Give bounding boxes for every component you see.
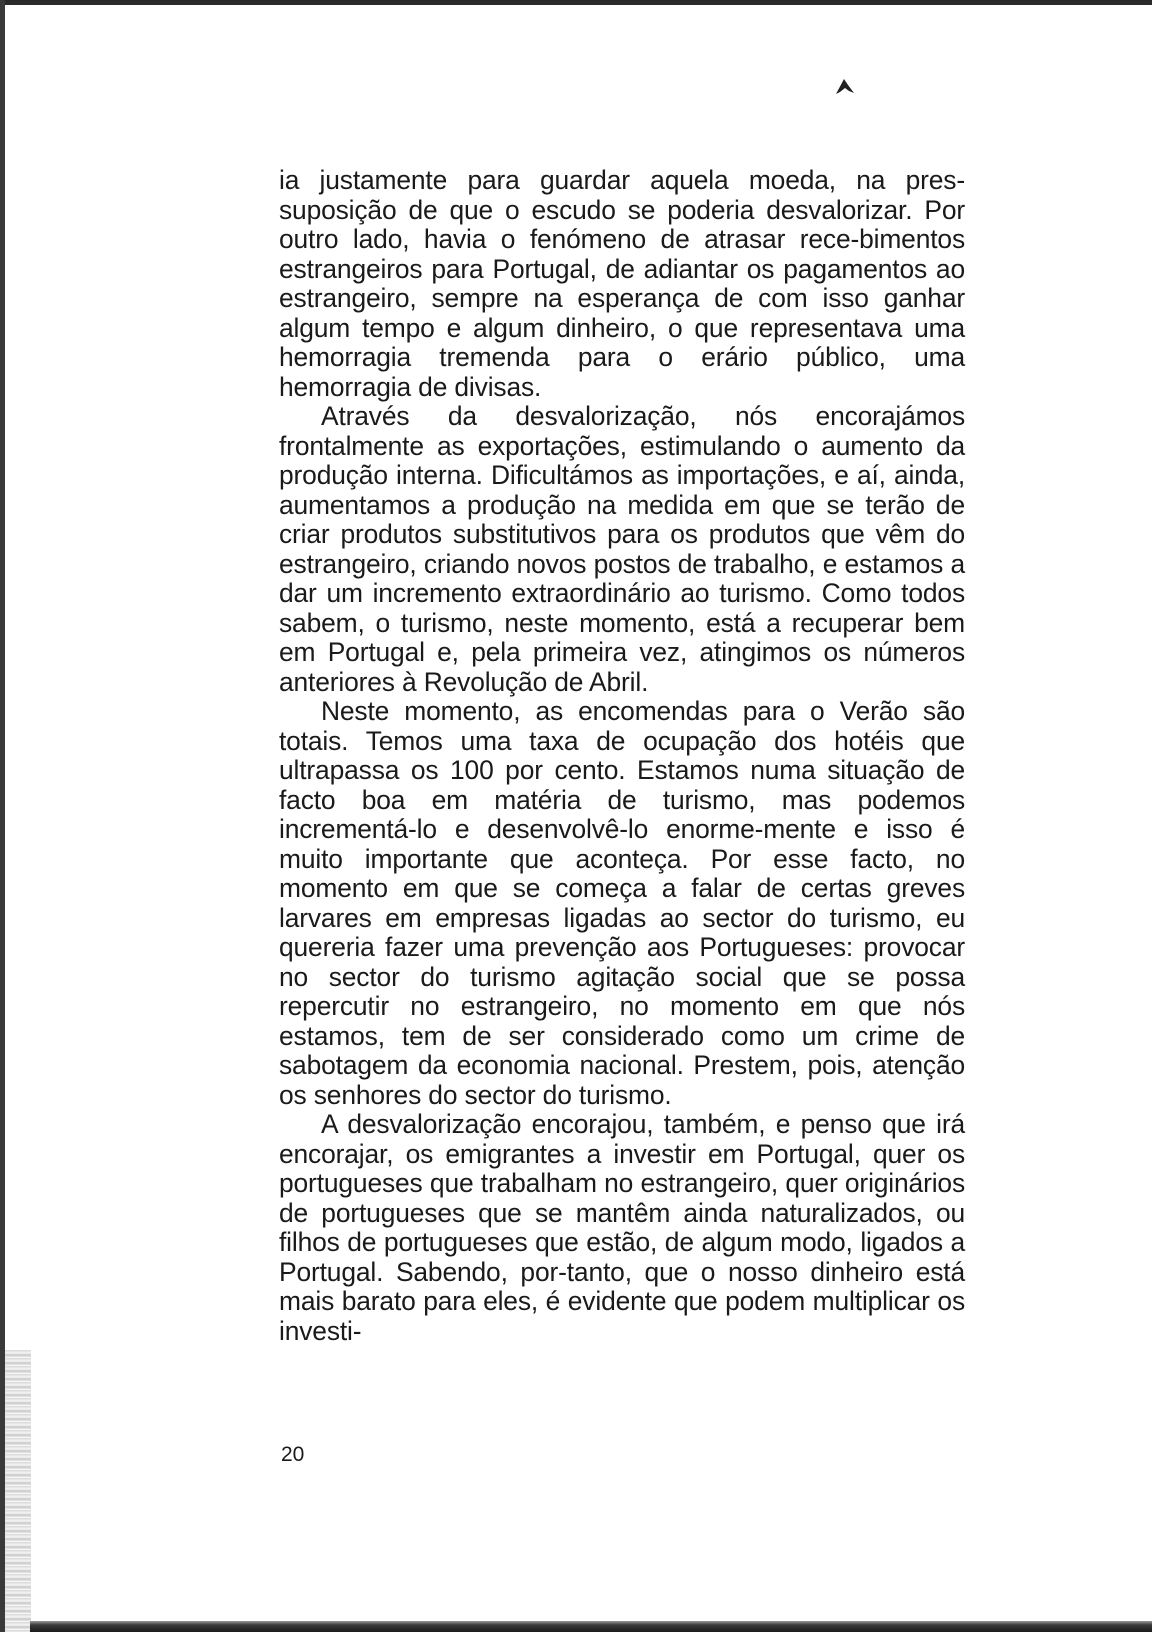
- body-text: [279, 166, 965, 1346]
- paragraph-2: Através da desvalorização, nós encorajámos frontalmente as exportações, estimulando o aumento da produção interna. Dificultámos as importações, e aí, ainda, aumentamos a produção na medida em que se terão de criar produtos substitutivos para os produtos que vêm do estrangeiro, criando novos postos de trabalho, e estamos a dar um incremento extraordinário ao turismo. Como todos sabem, o turismo, neste momento, está a recuperar bem em Portugal e, pela primeira vez, atingimos os números anteriores à Revolução de Abril.: [279, 401, 965, 697]
- scan-border-bottom: [30, 1621, 1152, 1632]
- paragraph-4: A desvalorização encorajou, também, e penso que irá encorajar, os emigrantes a investir em Portugal, quer os portugueses que trabalham no estrangeiro, quer originários de portugueses que se mantêm ainda naturalizados, ou filhos de portugueses que estão, de algum modo, ligados a Portugal. Sabendo, por-tanto, que o nosso dinheiro está mais barato para eles, é evidente que podem multiplicar os investi-: [279, 1109, 965, 1346]
- paragraph-1: ia justamente para guardar aquela moeda, na pres-suposição de que o escudo se poderia desvalorizar. Por outro lado, havia o fenómeno de atrasar rece-bimentos estrangeiros para Portugal, de adiantar os pagamentos ao estrangeiro, sempre na esperança de com isso ganhar algum tempo e algum dinheiro, o que representava uma hemorragia tremenda para o erário público, uma hemorragia de divisas.: [279, 165, 965, 402]
- page-number: 20: [281, 1443, 305, 1466]
- ink-mark-icon: [834, 76, 856, 96]
- scan-border-top: [0, 0, 1152, 5]
- paragraph-3: Neste momento, as encomendas para o Verão são totais. Temos uma taxa de ocupação dos hotéis que ultrapassa os 100 por cento. Estamos numa situação de facto boa em matéria de turismo, mas podemos incrementá-lo e desenvolvê-lo enorme-mente e isso é muito importante que aconteça. Por esse facto, no momento em que se começa a falar de certas greves larvares em empresas ligadas ao sector do turismo, eu quereria fazer uma prevenção aos Portugueses: provocar no sector do turismo agitação social que se possa repercutir no estrangeiro, no momento em que nós estamos, tem de ser considerado como um crime de sabotagem da economia nacional. Prestem, pois, atenção os senhores do sector do turismo.: [279, 696, 965, 1110]
- scan-edge-shadow: [5, 1350, 31, 1632]
